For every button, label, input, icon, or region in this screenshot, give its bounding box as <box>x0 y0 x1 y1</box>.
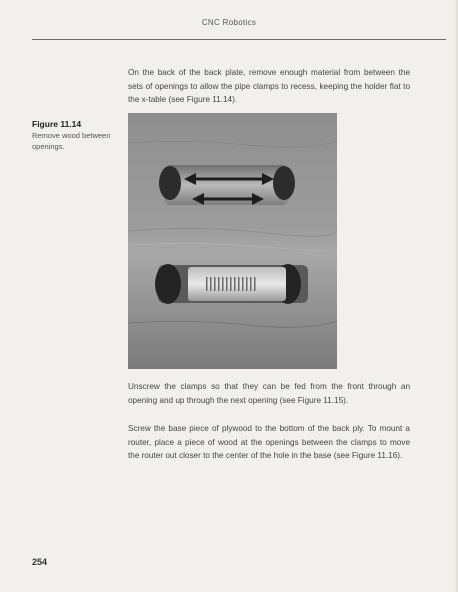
body-paragraph-1: On the back of the back plate, remove enough material from between the sets of openings to allow the pipe clamps to recess, keeping the holder flat to the x-table (see Figure 11.14). <box>128 68 410 104</box>
wood-background <box>128 113 337 369</box>
figure-caption: Remove wood between openings. <box>32 131 111 151</box>
clamp-left-end <box>155 264 181 304</box>
figure-photo <box>128 113 337 369</box>
scan-edge <box>454 0 458 592</box>
page-number: 254 <box>32 557 48 567</box>
left-opening <box>159 166 181 200</box>
running-header: CNC Robotics <box>201 18 257 27</box>
body-paragraph-2: Unscrew the clamps so that they can be fed from the front through an opening and up through the next opening (see Figure 11.15). <box>128 382 410 405</box>
figure-label: Figure 11.14 <box>32 119 82 129</box>
right-opening <box>273 166 295 200</box>
header-rule <box>32 39 446 40</box>
pipe-clamp <box>188 267 286 301</box>
body-paragraph-3: Screw the base piece of plywood to the bottom of the back ply. To mount a router, place a piece of wood at the openings between the clamps to move the router out closer to the center of the hole in the base (see Figure 11.16). <box>128 424 410 460</box>
